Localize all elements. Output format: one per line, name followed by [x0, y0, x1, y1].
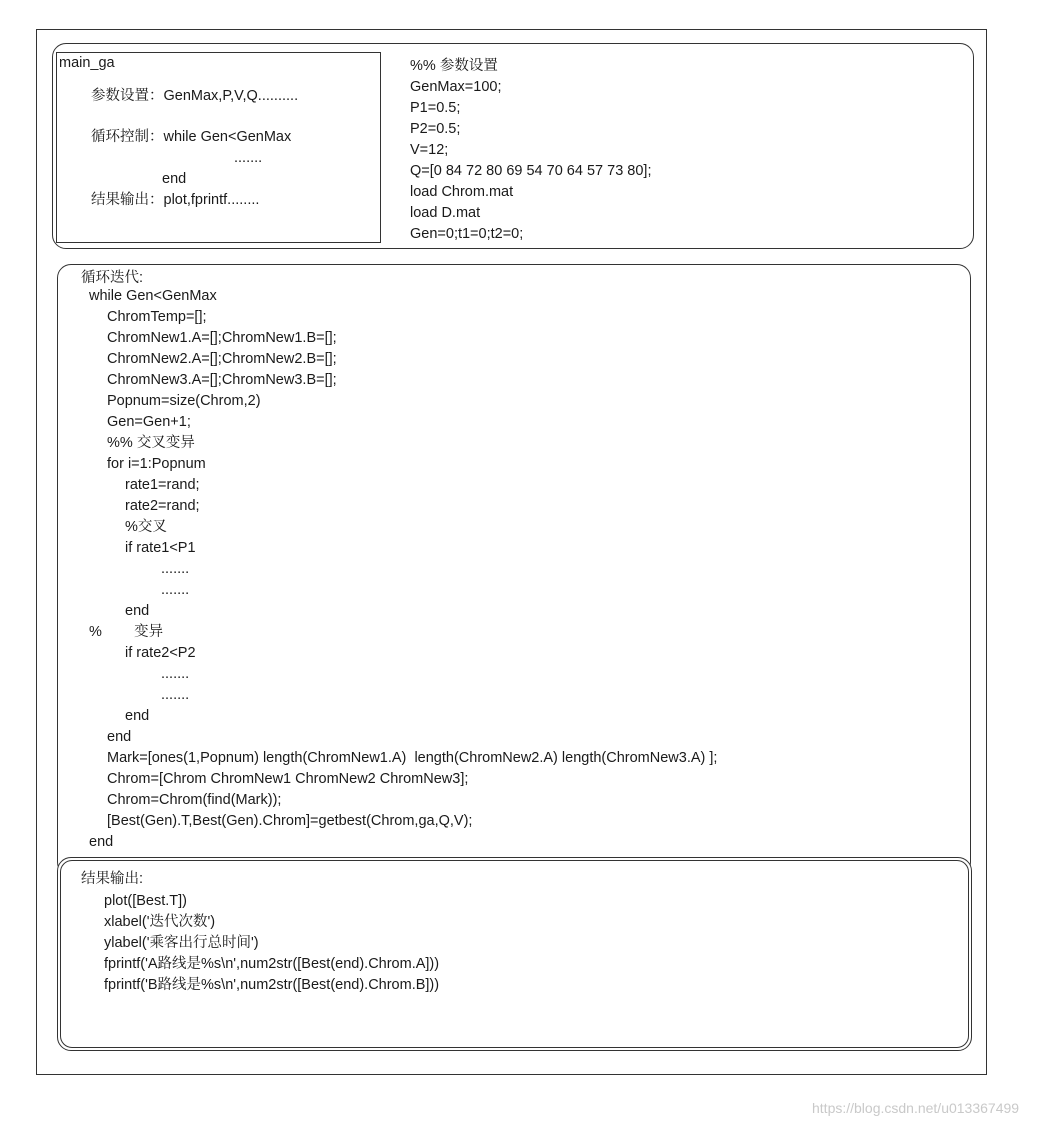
output-section-title: 结果输出:: [81, 871, 144, 887]
loop-code-line: end: [125, 603, 150, 619]
loop-code-line: Mark=[ones(1,Popnum) length(ChromNew1.A) length(ChromNew2.A) length(ChromNew3.A) ];: [107, 750, 718, 766]
loop-code-line: Chrom=Chrom(find(Mark));: [107, 792, 282, 808]
loop-code-line: ChromNew3.A=[];ChromNew3.B=[];: [107, 372, 337, 388]
loop-code-line: if rate2<P2: [125, 645, 196, 661]
loop-code-line: .......: [161, 687, 190, 703]
loop-code-line: ChromNew1.A=[];ChromNew1.B=[];: [107, 330, 337, 346]
param-code-line: Gen=0;t1=0;t2=0;: [410, 226, 524, 242]
loop-code-line: end: [107, 729, 132, 745]
loop-code-line: ChromTemp=[];: [107, 309, 207, 325]
loop-code-line: Popnum=size(Chrom,2): [107, 393, 261, 409]
loop-code-line: ChromNew2.A=[];ChromNew2.B=[];: [107, 351, 337, 367]
loop-control-row: 循环控制：while Gen<GenMax: [91, 129, 292, 145]
param-code-line: V=12;: [410, 142, 449, 158]
loop-code-line: rate1=rand;: [125, 477, 200, 493]
result-output-row: 结果输出：plot,fprintf........: [91, 192, 260, 208]
output-code-line: fprintf('B路线是%s\n',num2str([Best(end).Chrom.B])): [104, 977, 440, 993]
loop-code-line: % 变异: [89, 624, 164, 640]
loop-code-line: %% 交叉变异: [107, 435, 195, 451]
loop-code-line: Gen=Gen+1;: [107, 414, 191, 430]
loop-code-line: while Gen<GenMax: [89, 288, 217, 304]
param-code-line: P1=0.5;: [410, 100, 461, 116]
loop-section-title: 循环迭代:: [81, 270, 144, 286]
loop-control-end: end: [162, 171, 187, 187]
param-code-line: GenMax=100;: [410, 79, 502, 95]
param-code-line: load Chrom.mat: [410, 184, 514, 200]
param-code-line: P2=0.5;: [410, 121, 461, 137]
param-code-line: load D.mat: [410, 205, 481, 221]
param-setting-row: 参数设置：GenMax,P,V,Q..........: [91, 88, 299, 104]
main-ga-title: main_ga: [59, 55, 115, 71]
loop-code-line: .......: [161, 666, 190, 682]
watermark: https://blog.csdn.net/u013367499: [812, 1100, 1020, 1116]
output-code-line: fprintf('A路线是%s\n',num2str([Best(end).Chrom.A])): [104, 956, 440, 972]
output-code-line: xlabel('迭代次数'): [104, 914, 216, 930]
loop-code-line: end: [89, 834, 114, 850]
loop-code-line: for i=1:Popnum: [107, 456, 206, 472]
loop-code-line: .......: [161, 582, 190, 598]
loop-code-line: end: [125, 708, 150, 724]
loop-code-line: %交叉: [125, 519, 167, 535]
loop-control-dots: .......: [234, 150, 263, 166]
loop-code-line: if rate1<P1: [125, 540, 196, 556]
loop-code-line: rate2=rand;: [125, 498, 200, 514]
loop-code-line: .......: [161, 561, 190, 577]
output-code-line: ylabel('乘客出行总时间'): [104, 935, 259, 951]
loop-code-line: Chrom=[Chrom ChromNew1 ChromNew2 ChromNew3];: [107, 771, 469, 787]
output-code-line: plot([Best.T]): [104, 893, 187, 909]
param-code-line: Q=[0 84 72 80 69 54 70 64 57 73 80];: [410, 163, 652, 179]
loop-code-line: [Best(Gen).T,Best(Gen).Chrom]=getbest(Chrom,ga,Q,V);: [107, 813, 473, 829]
param-code-line: %% 参数设置: [410, 58, 498, 74]
